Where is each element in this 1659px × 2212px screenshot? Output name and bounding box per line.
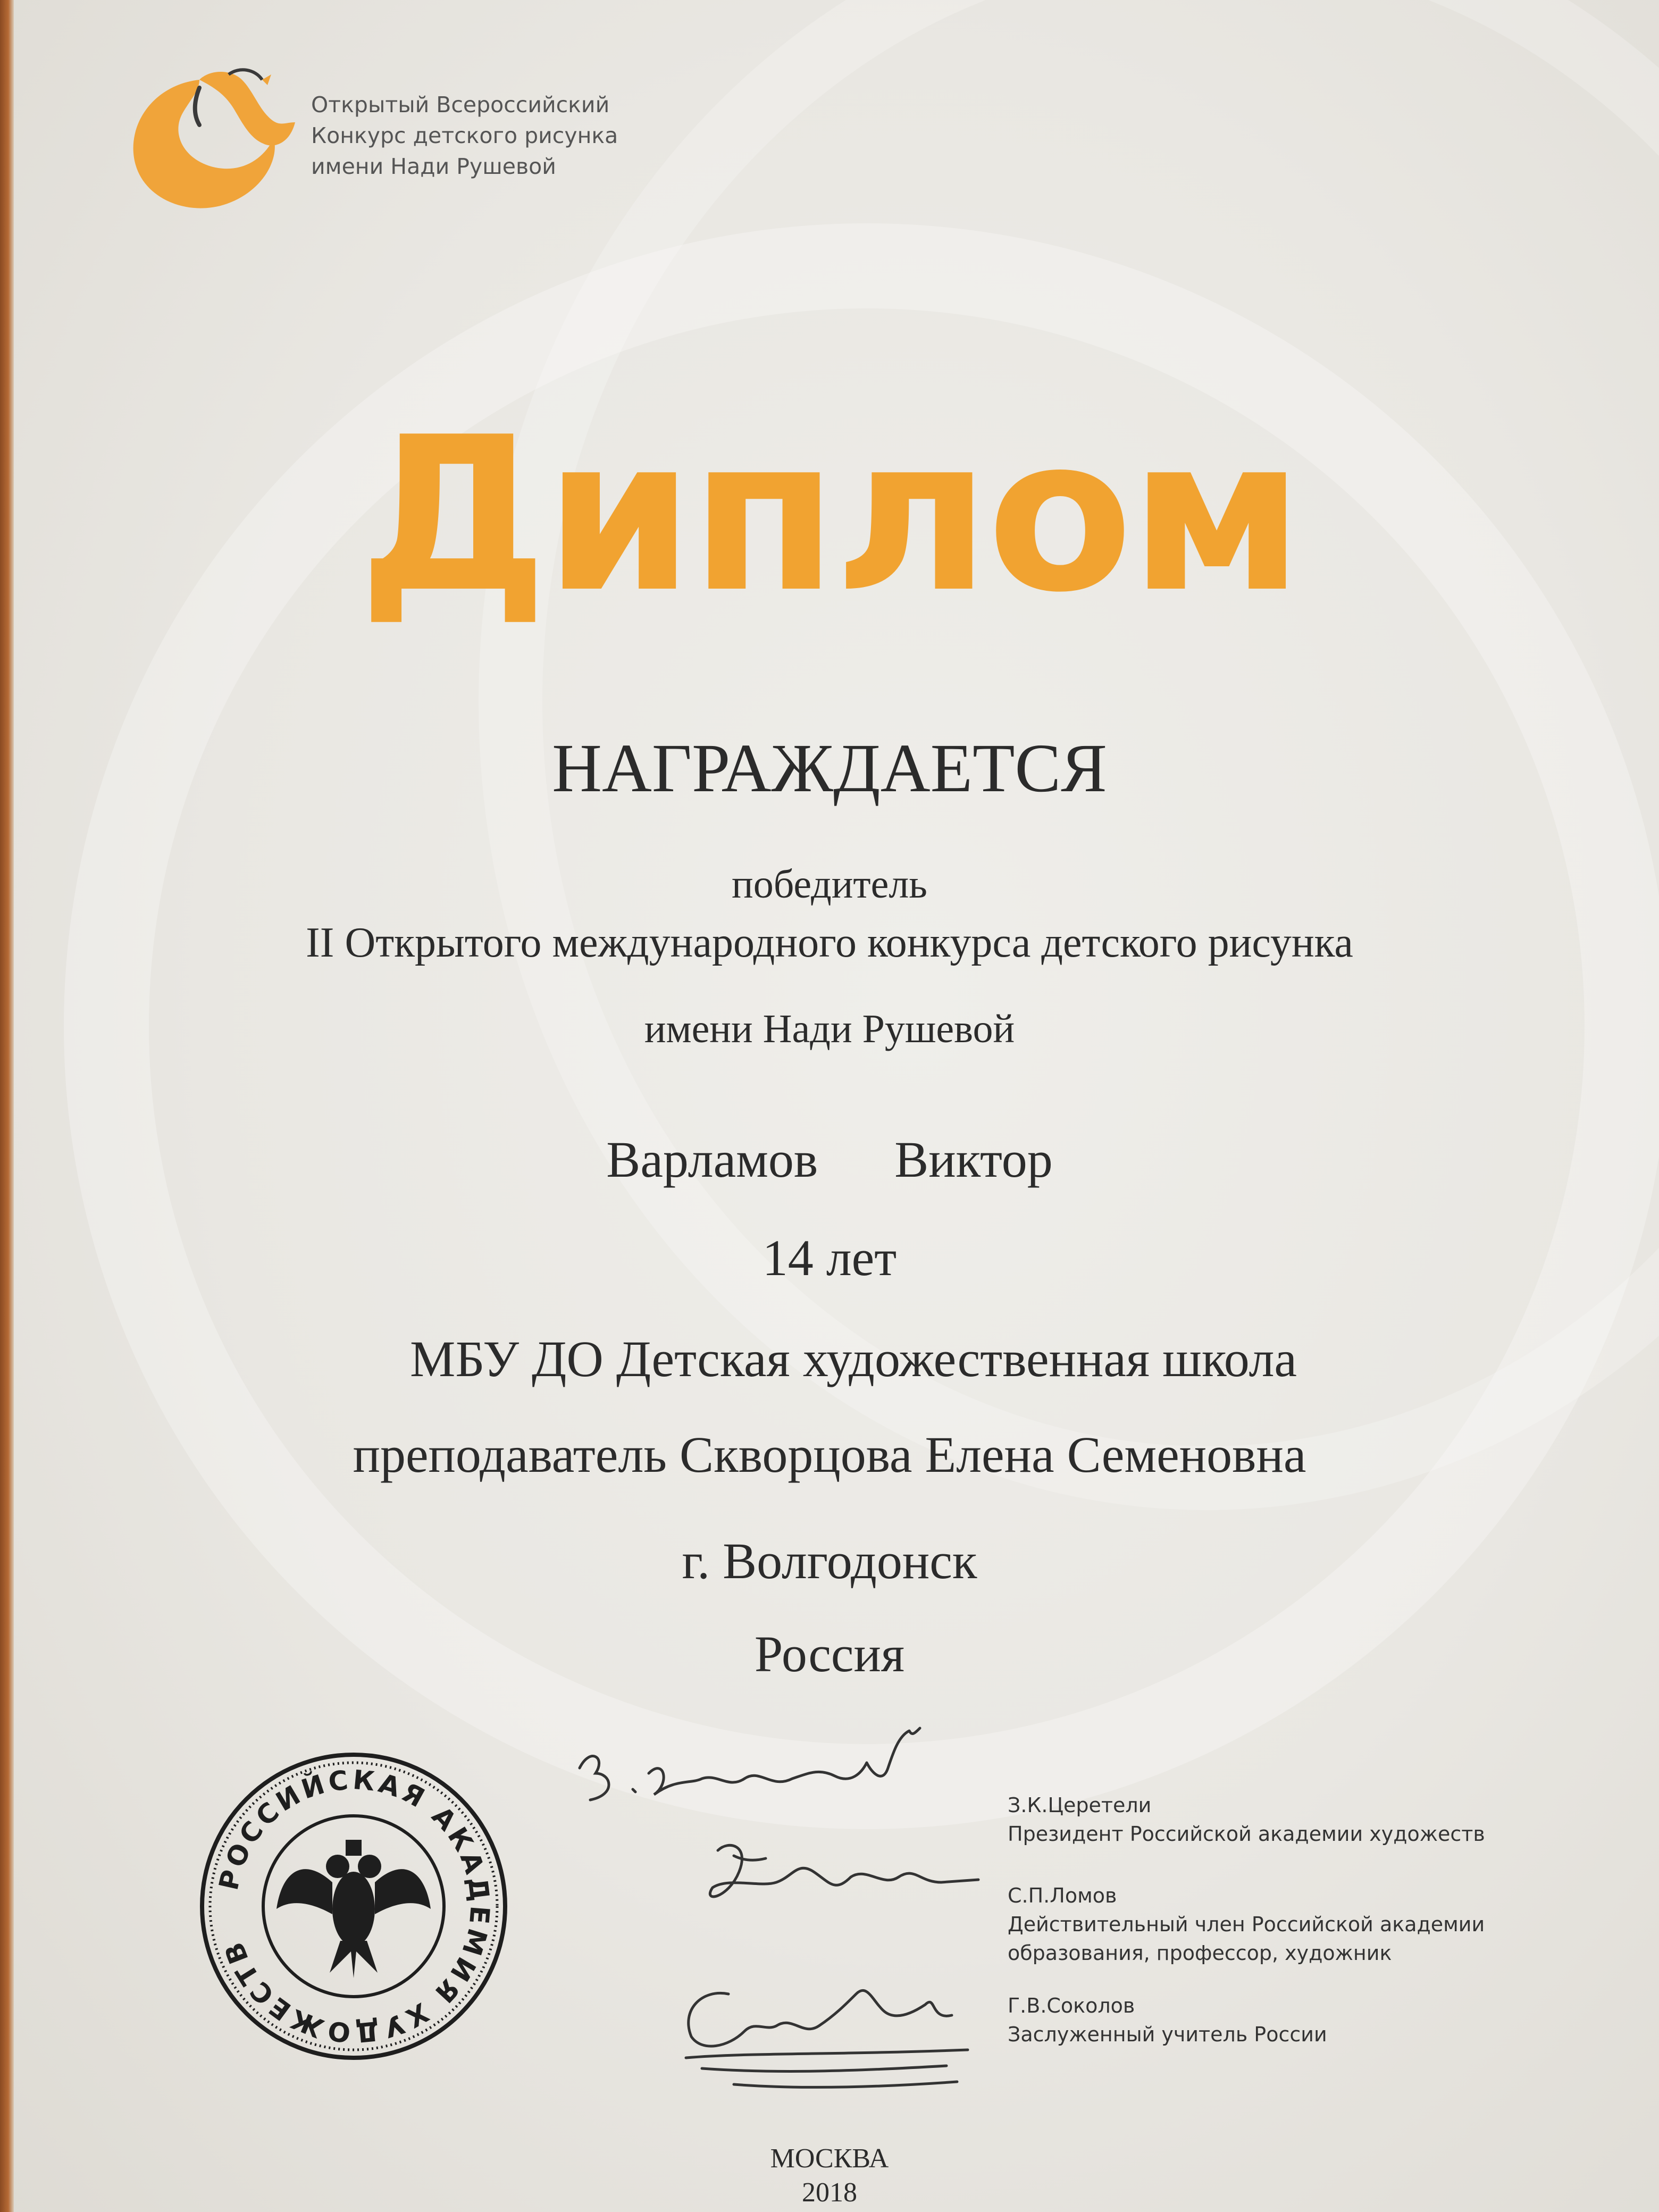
signature-lomov — [691, 1829, 989, 1925]
signatory-title: образования, профессор, художник — [1008, 1941, 1392, 1965]
winner-label: победитель — [732, 862, 927, 907]
logo-caption-line: Конкурс детского рисунка — [311, 123, 618, 148]
issue-year: 2018 — [802, 2177, 857, 2208]
signatory-name: С.П.Ломов — [1008, 1884, 1117, 1907]
recipient-age: 14 лет — [762, 1229, 897, 1286]
diploma-title: Диплом — [358, 392, 1301, 639]
signatory-sokolov — [1008, 1991, 1327, 2049]
signatory-lomov — [1008, 1881, 1485, 1967]
logo-caption-line: Открытый Всероссийский — [311, 92, 610, 118]
city-name: г. Волгодонск — [682, 1532, 977, 1589]
signatory-name: З.К.Церетели — [1008, 1794, 1152, 1817]
country-name: Россия — [754, 1626, 905, 1682]
school-name: МБУ ДО Детская художественная школа — [409, 1330, 1297, 1387]
logo-caption — [311, 89, 618, 182]
paper-edge — [0, 0, 14, 2212]
teacher-name: преподаватель Скворцова Елена Семеновна — [353, 1426, 1306, 1483]
issue-place-date — [0, 2142, 1659, 2210]
academy-seal-icon — [197, 1749, 510, 2063]
signature-tsereteli — [569, 1725, 973, 1832]
svg-text:РОССИЙСКАЯ АКАДЕМИЯ ХУДОЖЕСТВ: РОССИЙСКАЯ АКАДЕМИЯ ХУДОЖЕСТВ — [213, 1764, 496, 2049]
contest-name: II Открытого международного конкурса детского рисунка — [306, 919, 1353, 966]
contest-namesake: имени Нади Рушевой — [644, 1007, 1015, 1051]
signatory-title: Президент Российской академии художеств — [1008, 1822, 1485, 1846]
signatory-name: Г.В.Соколов — [1008, 1994, 1135, 2017]
logo-caption-line: имени Нади Рушевой — [311, 154, 556, 179]
signature-sokolov — [670, 1962, 978, 2095]
awarded-heading: НАГРАЖДАЕТСЯ — [552, 730, 1107, 807]
signatory-tsereteli — [1008, 1791, 1485, 1848]
signatory-title: Действительный член Российской академии — [1008, 1913, 1485, 1936]
contest-logo-icon — [120, 58, 306, 223]
signatory-title: Заслуженный учитель России — [1008, 2023, 1327, 2046]
issue-city: МОСКВА — [770, 2143, 889, 2174]
recipient-name: Варламов Виктор — [606, 1131, 1053, 1188]
